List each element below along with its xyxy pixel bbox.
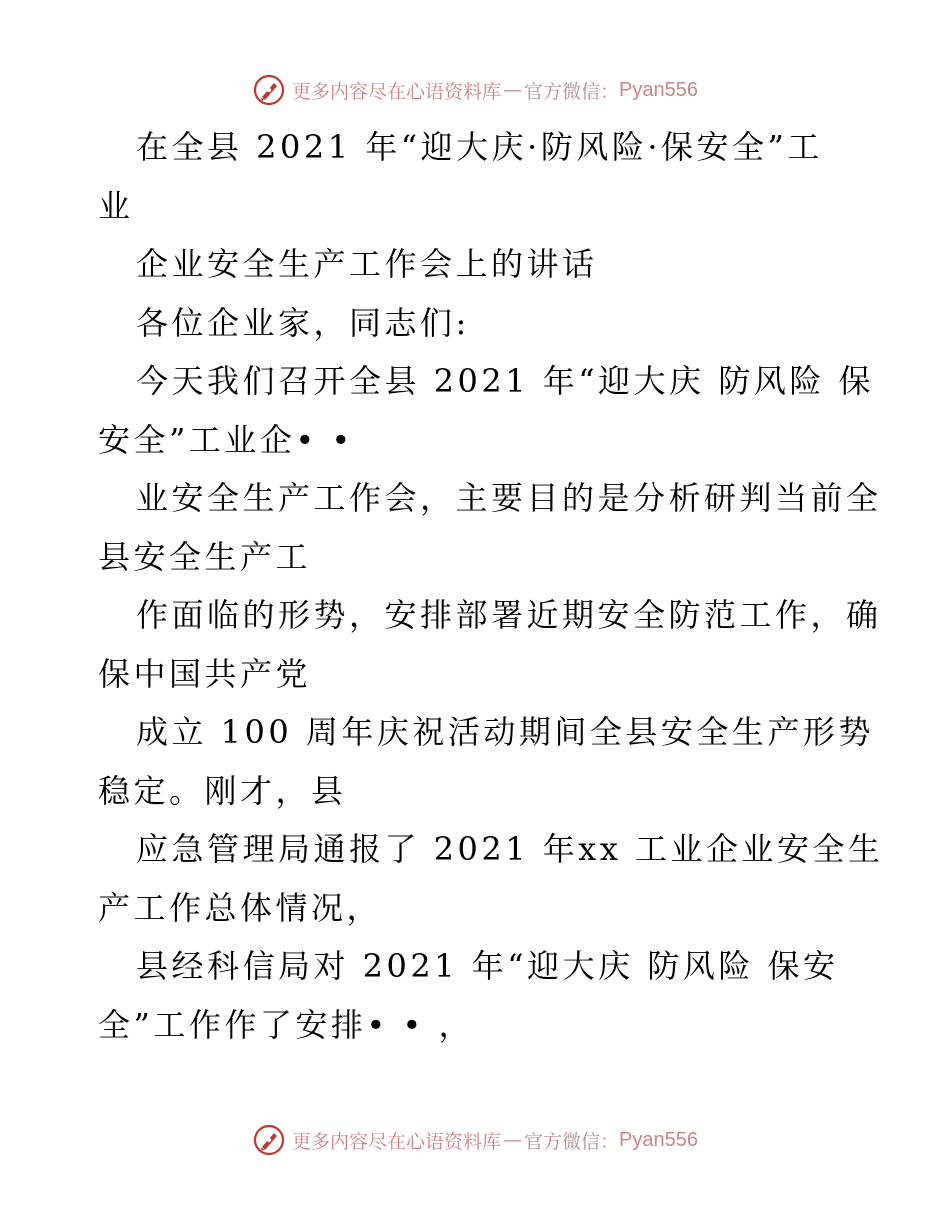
watermark-wechat-id: Pyan556 [619,78,698,101]
paragraph-line: 保中国共产党 [98,654,312,693]
document-body [98,118,884,1054]
paragraph-line: 县经科信局对 2021 年“迎大庆 防风险 保安 [136,947,839,985]
salutation-line: 各位企业家，同志们: [136,303,470,342]
pen-logo-icon [252,73,286,107]
watermark-dash: — [503,1129,523,1151]
pen-logo-icon [252,1123,286,1157]
paragraph-line: 业安全生产工作会，主要目的是分析研判当前全 [136,479,882,517]
watermark-banner-bottom [0,1120,950,1160]
subtitle-line: 企业安全生产工作会上的讲话 [136,245,598,283]
watermark-wechat-label: 官方微信： [524,1130,620,1153]
watermark-wechat-label: 官方微信： [524,80,620,103]
watermark-dash: — [503,79,523,101]
paragraph-line: 今天我们召开全县 2021 年“迎大庆 防风险 保 [136,362,874,400]
paragraph-line: 产工作总体情况， [98,888,383,927]
paragraph-line: 安全”工业企• • [98,420,354,459]
paragraph-line: 成立 100 周年庆祝活动期间全县安全生产形势 [136,713,874,751]
watermark-brand-text: 更多内容尽在心语资料库 [292,1130,502,1153]
watermark-brand-text: 更多内容尽在心语资料库 [292,80,502,103]
watermark-banner-top [0,70,950,110]
paragraph-line: 作面临的形势，安排部署近期安全防范工作，确 [136,596,882,634]
paragraph-line: 稳定。刚才，县 [98,771,347,810]
watermark-wechat-id: Pyan556 [619,1128,698,1151]
paragraph-line: 县安全生产工 [98,537,312,576]
paragraph-line: 全”工作作了安排• • ， [98,1005,474,1044]
title-line-2: 业 [98,186,134,225]
title-line-1: 在全县 2021 年“迎大庆·防风险·保安全”工 [136,128,823,166]
paragraph-line: 应急管理局通报了 2021 年xx 工业企业安全生 [136,830,884,868]
